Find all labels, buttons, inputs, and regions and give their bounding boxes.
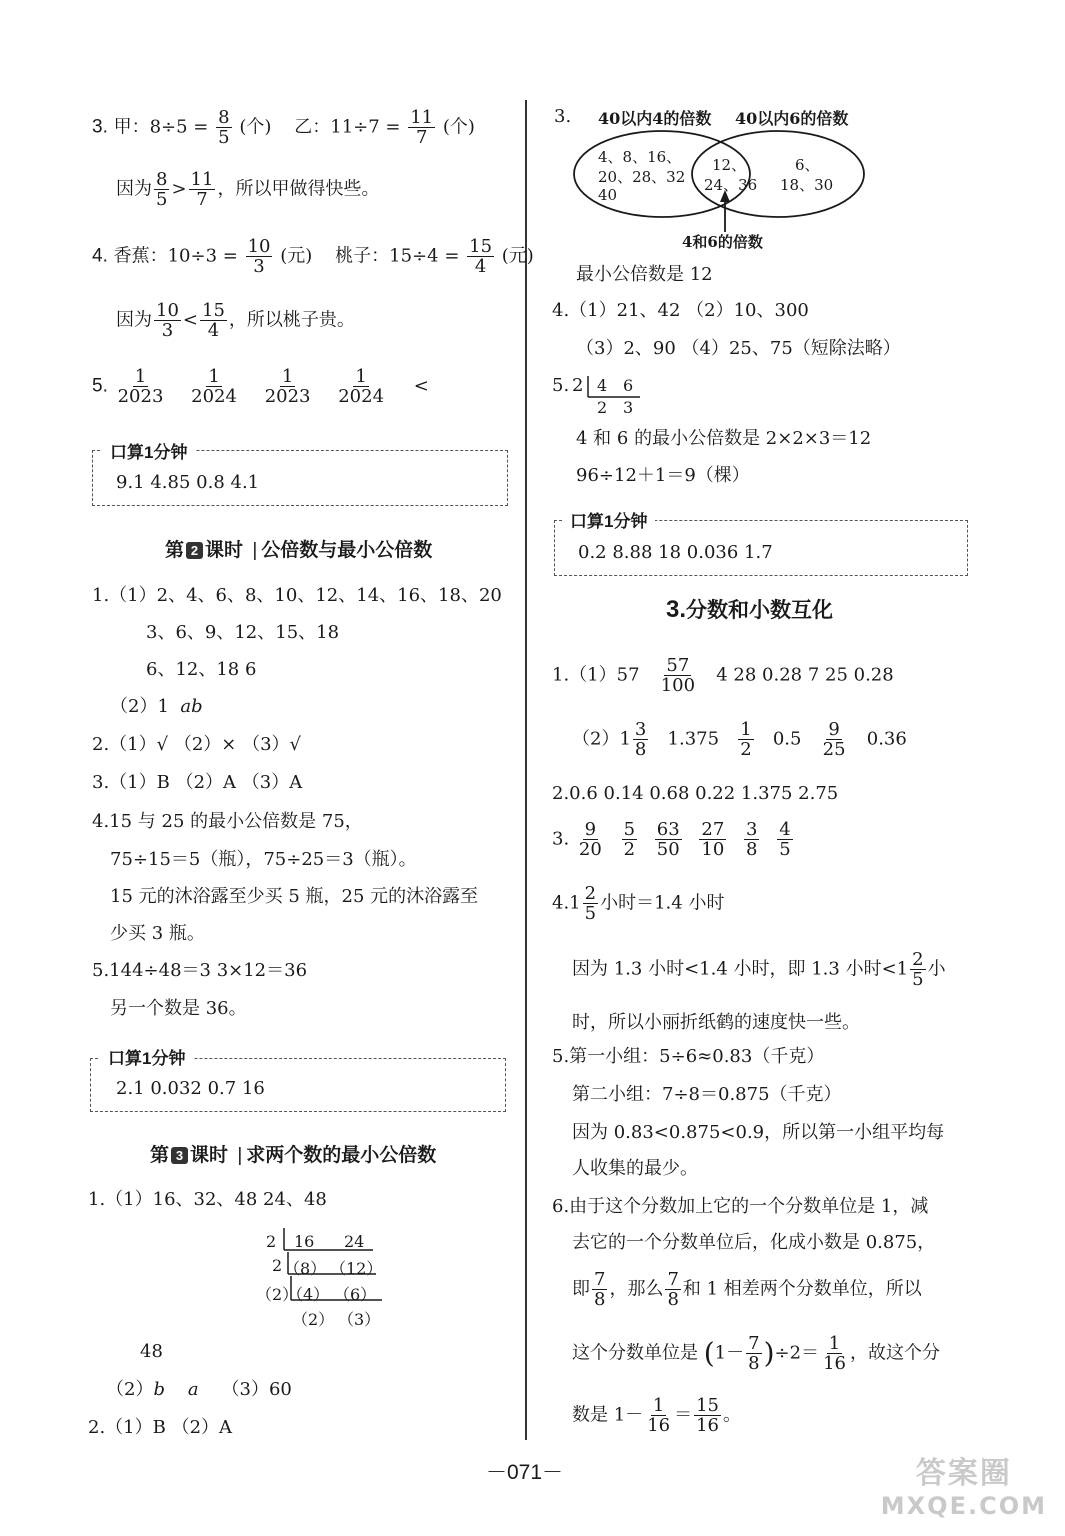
s2-line: 2.0.6 0.14 0.68 0.22 1.375 2.75 bbox=[552, 783, 839, 804]
q5-qa: 2 bbox=[597, 398, 608, 417]
oral-values-2: 2.1 0.032 0.7 16 bbox=[116, 1078, 265, 1099]
lesson3-heading: 第 3 课时 | 求两个数的最小公倍数 bbox=[150, 1145, 437, 1166]
right-q5c: 96÷12＋1＝9（棵） bbox=[576, 465, 750, 486]
l3-q1: 1.（1）16、32、48 24、48 bbox=[88, 1189, 327, 1210]
left-q4: 4. 香蕉：10÷3 = $\frac{10}{3}$ (元) 桃子：15÷4 = $\frac{15}{4}$ (元) bbox=[92, 236, 534, 277]
venn-left-r2: 20、28、32 bbox=[598, 168, 686, 186]
s5-line-1: 5.第一小组：5÷6≈0.83（千克） bbox=[552, 1046, 825, 1067]
right-lcm12: 最小公倍数是 12 bbox=[576, 264, 713, 285]
s6-line-4: 这个分数单位是 (1－ $\frac{7}{8}$ )÷2＝ $\frac{1}{16}$ ，故这个分 bbox=[572, 1333, 940, 1374]
right-q4a: 4.（1）21、42 （2）10、300 bbox=[552, 300, 809, 321]
q5-qb: 3 bbox=[623, 398, 634, 417]
q5-divisor: 2 bbox=[572, 375, 584, 396]
venn-right-title: 40以内6的倍数 bbox=[735, 109, 849, 128]
oral-title-2: 口算1分钟 bbox=[100, 1044, 193, 1069]
div-r3-b: （6） bbox=[334, 1285, 377, 1304]
div-r2-d: 2 bbox=[272, 1256, 283, 1275]
s5-line-2: 第二小组：7÷8＝0.875（千克） bbox=[572, 1084, 842, 1105]
div-r2-b: （12） bbox=[330, 1259, 383, 1278]
l2-line-8: 75÷15＝5（瓶），75÷25＝3（瓶）。 bbox=[110, 849, 417, 870]
l2-line-12: 另一个数是 36。 bbox=[110, 998, 247, 1019]
s4-line-1: 4.1 $\frac{2}{5}$ 小时＝1.4 小时 bbox=[552, 883, 725, 924]
l2-line-9: 15 元的沐浴露至少买 5 瓶，25 元的沐浴露至 bbox=[110, 886, 479, 907]
l3-q1-part2: （2）b a （3）60 bbox=[106, 1379, 292, 1400]
s6-line-2: 去它的一个分数单位后，化成小数是 0.875， bbox=[572, 1232, 936, 1253]
l2-line-1: 1.（1）2、4、6、8、10、12、14、16、18、20 bbox=[92, 585, 502, 606]
watermark-logo bbox=[881, 1458, 1047, 1522]
left-q3: 3. 甲：8÷5 = $\frac{8}{5}$ (个) 乙：11÷7 = $\frac{11}{7}$ (个) bbox=[92, 107, 475, 148]
column-divider bbox=[525, 100, 527, 1440]
venn-right-r2: 18、30 bbox=[780, 176, 834, 194]
l2-line-7: 4.15 与 25 的最小公倍数是 75， bbox=[92, 811, 363, 832]
s5-line-3: 因为 0.83<0.875<0.9，所以第一小组平均每 bbox=[572, 1122, 945, 1143]
l2-line-3: 6、12、18 6 bbox=[146, 659, 257, 680]
venn-right-r1: 6、 bbox=[795, 156, 820, 174]
s6-line-5: 数是 1－ $\frac{1}{16}$ ＝ $\frac{15}{16}$ 。 bbox=[572, 1395, 741, 1436]
watermark-line1: 答案圈 bbox=[915, 1456, 1012, 1491]
left-q3-because: 因为 $\frac{8}{5}$ > $\frac{11}{7}$ ，所以甲做得快些。 bbox=[116, 169, 380, 210]
l2-line-6: 3.（1）B （2）A （3）A bbox=[92, 772, 303, 793]
s1-line-2: （2）1 $\frac{3}{8}$ 1.375 $\frac{1}{2}$ 0.5 $\frac{9}{25}$ 0.36 bbox=[572, 719, 907, 760]
q5-division-lines bbox=[586, 374, 646, 420]
oral-title-1: 口算1分钟 bbox=[102, 438, 195, 463]
s6-line-3: 即 $\frac{7}{8}$ ，那么 $\frac{7}{8}$ 和 1 相差两个分数单位，所以 bbox=[572, 1269, 922, 1310]
oral-values-3: 0.2 8.88 18 0.036 1.7 bbox=[578, 542, 773, 563]
s5-line-4: 人收集的最少。 bbox=[572, 1158, 698, 1179]
venn-left-r3: 40 bbox=[598, 186, 618, 204]
div-r2-a: （8） bbox=[284, 1259, 327, 1278]
l2-line-11: 5.144÷48＝3 3×12＝36 bbox=[92, 960, 308, 981]
div-r4-b: （3） bbox=[338, 1310, 381, 1329]
left-q5: 5. $\frac{1}{2023}$ $\frac{1}{2024}$ $\frac{1}{2023}$ $\frac{1}{2024}$ < bbox=[92, 366, 429, 407]
venn-left-r1: 4、8、16、 bbox=[598, 148, 682, 166]
div-r3-d: （2） bbox=[256, 1285, 299, 1304]
s1-line-1: 1.（1）57 $\frac{57}{100}$ 4 28 0.28 7 25 0.28 bbox=[552, 655, 894, 696]
s4-line-3: 时，所以小丽折纸鹤的速度快一些。 bbox=[572, 1012, 860, 1033]
venn-arrow-label: 4和6的倍数 bbox=[682, 233, 763, 251]
right-q4b: （3）2、90 （4）25、75（短除法略） bbox=[576, 338, 901, 359]
watermark-line2: MXQE.COM bbox=[880, 1492, 1047, 1520]
q5-a: 4 bbox=[597, 376, 608, 395]
page-number: －071－ bbox=[486, 1461, 564, 1484]
right-q5b: 4 和 6 的最小公倍数是 2×2×3＝12 bbox=[576, 428, 872, 449]
s3-line: 3. $\frac{9}{20}$ $\frac{5}{2}$ $\frac{63}{50}$ $\frac{27}{10}$ $\frac{3}{8}$ $\frac{4}{5}$ bbox=[552, 819, 791, 860]
l2-line-4: （2）1 ab bbox=[110, 696, 203, 717]
div-r3-a: （4） bbox=[287, 1285, 330, 1304]
l2-line-2: 3、6、9、12、15、18 bbox=[146, 622, 340, 643]
oral-title-3: 口算1分钟 bbox=[562, 507, 655, 532]
left-q4-because: 因为 $\frac{10}{3}$ < $\frac{15}{4}$ ，所以桃子贵。 bbox=[116, 300, 355, 341]
section-heading: 3.分数和小数互化 bbox=[666, 596, 834, 623]
l3-answer-48: 48 bbox=[140, 1341, 163, 1362]
q5-b: 6 bbox=[623, 376, 634, 395]
q5-label: 5. bbox=[552, 375, 570, 396]
s6-line-1: 6.由于这个分数加上它的一个分数单位是 1，减 bbox=[552, 1196, 929, 1217]
venn-mid-r2: 24、36 bbox=[704, 176, 758, 194]
lesson2-heading: 第 2 课时 | 公倍数与最小公倍数 bbox=[165, 540, 433, 561]
div-r4-a: （2） bbox=[292, 1310, 335, 1329]
div-r1-a: 16 bbox=[294, 1232, 315, 1251]
div-r1-b: 24 bbox=[344, 1232, 365, 1251]
venn-left-title: 40以内4的倍数 bbox=[598, 109, 712, 128]
l2-line-10: 少买 3 瓶。 bbox=[110, 923, 205, 944]
right-q3-label: 3. bbox=[554, 106, 572, 127]
s4-line-2: 因为 1.3 小时<1.4 小时，即 1.3 小时<1 $\frac{2}{5}$ 小 bbox=[572, 949, 946, 990]
div-r1-d: 2 bbox=[266, 1232, 277, 1251]
oral-values-1: 9.1 4.85 0.8 4.1 bbox=[116, 472, 260, 493]
venn-mid-r1: 12、 bbox=[712, 156, 747, 174]
l3-q2: 2.（1）B （2）A bbox=[88, 1417, 233, 1438]
l2-line-5: 2.（1）√ （2）× （3）√ bbox=[92, 734, 301, 755]
